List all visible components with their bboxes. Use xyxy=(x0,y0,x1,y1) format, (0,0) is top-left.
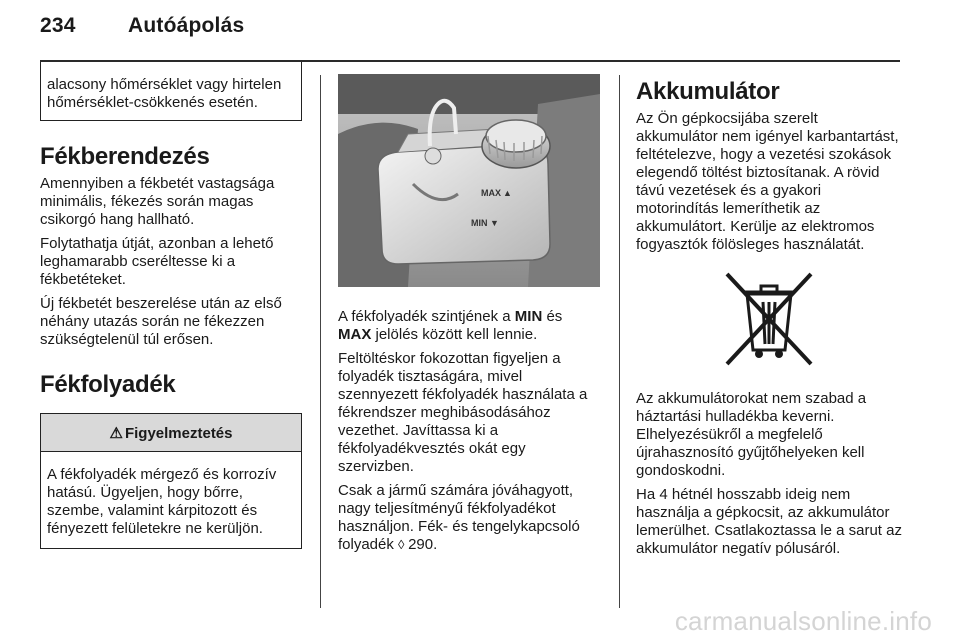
paragraph: Az akkumulátorokat nem szabad a háztartási hulladékba keverni. Elhelyezésükről a megfelelő újrahasznosító gyűjtőhelyeken kell gondoskodni. xyxy=(636,390,867,479)
brake-fluid-reservoir-photo xyxy=(338,74,600,287)
warning-header xyxy=(41,414,301,452)
min-mark: MIN xyxy=(514,308,543,325)
watermark: carmanualsonline.info xyxy=(674,606,932,636)
column-left xyxy=(40,62,302,549)
warning-box xyxy=(40,413,302,549)
photo-min-label: MIN xyxy=(471,218,488,228)
page-number: 234 xyxy=(40,14,76,37)
paragraph: Új fékbetét beszerelése után az első néhány utazás során ne fékezzen szükségtelenül túl erősen. xyxy=(40,295,282,348)
arrow-up-icon: ▲ xyxy=(503,188,512,198)
heading-battery: Akkumulátor xyxy=(636,78,780,105)
warning-text: A fékfolyadék mérgező és korrozív hatású. Ügyeljen, hogy bőrre, szembe, valamint kárpitozott és fényezett felületekre ne kerüljön. xyxy=(47,466,277,537)
warning-body xyxy=(41,452,301,548)
section-title: Autóápolás xyxy=(128,14,245,37)
photo-max-label: MAX xyxy=(481,188,501,198)
page-header xyxy=(40,14,244,38)
warning-continuation-text: alacsony hőmérséklet vagy hirtelen hőmérséklet-csökkenés esetén. xyxy=(47,76,282,111)
page-ref-icon: ◊ xyxy=(398,537,409,552)
arrow-down-icon: ▼ xyxy=(490,218,499,228)
warning-box-continuation xyxy=(40,62,302,121)
page-ref-link[interactable]: 290. xyxy=(408,536,438,553)
paragraph: Amennyiben a fékbetét vastagsága minimális, fékezés során magas csikorgó hang hallható. xyxy=(40,175,275,228)
column-divider xyxy=(619,75,620,608)
warning-triangle-icon: ⚠ xyxy=(109,425,123,442)
column-divider xyxy=(320,75,321,608)
paragraph xyxy=(338,308,604,344)
text: A fékfolyadék szintjének a xyxy=(338,308,515,325)
heading-brakes: Fékberendezés xyxy=(40,143,210,170)
max-mark: MAX xyxy=(338,326,372,343)
heading-brake-fluid: Fékfolyadék xyxy=(40,371,176,398)
paragraph: Folytathatja útját, azonban a lehető leghamarabb cseréltesse ki a fékbetéteket. xyxy=(40,235,274,288)
column-right xyxy=(636,62,902,564)
text: jelölés között kell lennie. xyxy=(371,326,538,343)
warning-title: Figyelmeztetés xyxy=(124,425,233,442)
text: és xyxy=(542,308,563,325)
text: Csak a jármű számára jóváhagyott, nagy teljesítményű fékfolyadékot használjon. Fék- és tengelykapcsoló folyadék xyxy=(338,482,580,553)
paragraph: Az Ön gépkocsijába szerelt akkumulátor nem igényel karbantartást, feltételezve, hogy a vezetési szokások elegendő töltést biztosítanak. A rövid távú vezetések és a gyakori motorindítás lemeríthetik az akkumulátort. Kerülje az elektromos fogyasztók fölösleges használatát. xyxy=(636,110,899,253)
paragraph xyxy=(338,482,604,554)
column-middle xyxy=(338,62,604,560)
paragraph: Feltöltéskor fokozottan figyeljen a folyadék tisztaságára, mivel szennyezett fékfolyadék használata a fékrendszer meghibásodásához vezethet. Javíttassa ki a fékfolyadékvesztés okát egy szervizben. xyxy=(338,350,588,475)
crossed-out-bin-icon xyxy=(717,266,821,370)
paragraph: Ha 4 hétnél hosszabb ideig nem használja a gépkocsit, az akkumulátor lemerülhet. Csatlakoztassa le a sarut az akkumulátor negatív pólusáról. xyxy=(636,486,902,557)
